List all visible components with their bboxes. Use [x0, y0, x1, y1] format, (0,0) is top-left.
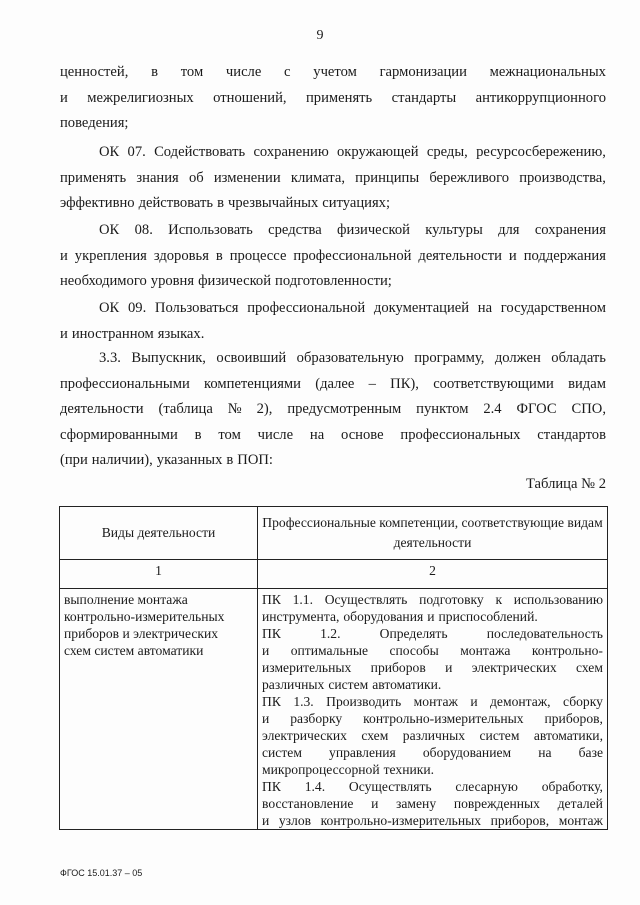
activity-line: схем систем автоматики	[64, 643, 204, 658]
text-line: (при наличии), указанных в ПОП:	[60, 452, 273, 468]
paragraph-ok08	[60, 218, 606, 295]
text-line: сформированными в том числе на основе профессиональных стандартов	[60, 426, 606, 443]
competency-line: восстановление и замену поврежденных деталей	[262, 796, 603, 811]
column-number: 2	[258, 560, 608, 589]
text-line: эффективно действовать в чрезвычайных ситуациях;	[60, 195, 391, 211]
activity-line: приборов и электрических	[64, 626, 219, 641]
competency-line: и оптимальные способы монтажа контрольно-	[262, 643, 603, 658]
text-line: и иностранном языках.	[60, 325, 205, 342]
table-caption: Таблица № 2	[526, 476, 606, 492]
paragraph-3-3	[60, 346, 606, 474]
header-competencies: Профессиональные компетенции, соответствующие видам деятельности	[258, 507, 608, 560]
competency-line: ПК 1.3. Производить монтаж и демонтаж, сборку	[262, 694, 603, 709]
text-line: деятельности (таблица № 2), предусмотренным пунктом 2.4 ФГОС СПО,	[60, 401, 606, 417]
paragraph-values	[60, 60, 606, 137]
competency-line: различных систем автоматики.	[262, 677, 442, 692]
competency-line: инструмента, оборудования и приспособлений.	[262, 609, 538, 624]
text-line: применять знания об изменении климата, принципы бережливого производства,	[60, 169, 606, 186]
competency-line: электрических схем различных систем автоматики,	[262, 728, 603, 743]
paragraph-ok09	[60, 296, 606, 347]
table-row	[60, 589, 608, 830]
text-line: профессиональными компетенциями (далее – ПК), соответствующими видам	[60, 375, 606, 392]
competencies-cell	[258, 589, 608, 830]
text-line: ценностей, в том числе с учетом гармонизации межнациональных	[60, 64, 606, 80]
text-line: ОК 08. Использовать средства физической культуры для сохранения	[99, 222, 606, 238]
text-line: ОК 07. Содействовать сохранению окружающей среды, ресурсосбережению,	[99, 144, 606, 160]
text-line: необходимого уровня физической подготовленности;	[60, 273, 392, 289]
competency-line: микропроцессорной техники.	[262, 762, 435, 777]
competency-line: ПК 1.4. Осуществлять слесарную обработку,	[262, 779, 603, 794]
text-line: 3.3. Выпускник, освоивший образовательную программу, должен обладать	[99, 350, 606, 366]
activity-cell	[60, 589, 258, 830]
competency-line: измерительных приборов и электрических схем	[262, 660, 603, 675]
text-line: и межрелигиозных отношений, применять стандарты антикоррупционного	[60, 89, 606, 106]
document-footer: ФГОС 15.01.37 – 05	[60, 868, 143, 878]
page-number: 9	[316, 28, 324, 43]
column-number: 1	[60, 560, 258, 589]
paragraph-ok07	[60, 140, 606, 217]
competency-line: ПК 1.1. Осуществлять подготовку к использованию	[262, 592, 603, 607]
text-line: ОК 09. Пользоваться профессиональной документацией на государственном	[99, 300, 606, 316]
competency-line: ПК 1.2. Определять последовательность	[262, 626, 603, 641]
header-activity: Виды деятельности	[60, 507, 258, 560]
competency-table	[59, 506, 608, 830]
competency-line: систем управления оборудованием на базе	[262, 745, 603, 760]
activity-line: выполнение монтажа	[64, 592, 188, 607]
competency-line: и разборку контрольно-измерительных приборов,	[262, 711, 603, 726]
table-number-row	[60, 560, 608, 589]
competency-line: и узлов контрольно-измерительных приборов, монтаж	[262, 813, 603, 828]
activity-line: контрольно-измерительных	[64, 609, 225, 624]
text-line: и укрепления здоровья в процессе профессиональной деятельности и поддержания	[60, 247, 606, 264]
table-header-row	[60, 507, 608, 560]
text-line: поведения;	[60, 115, 129, 131]
